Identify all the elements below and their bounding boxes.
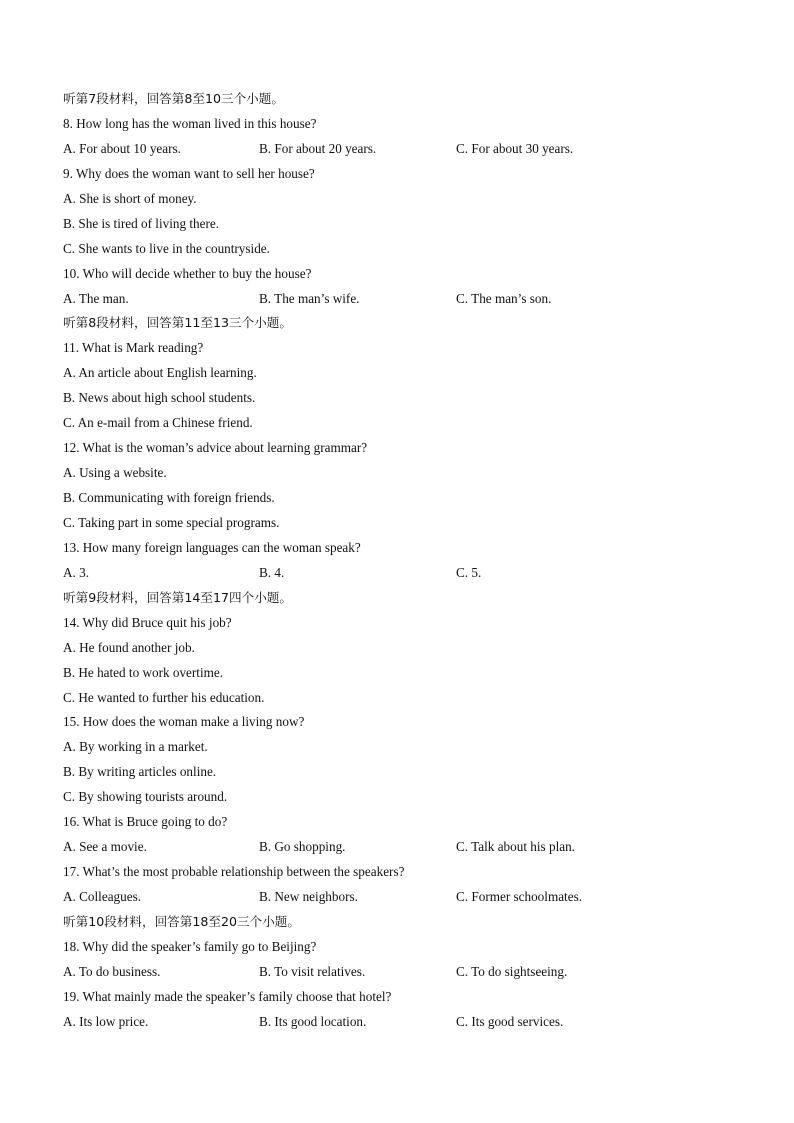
- exam-page: [63, 87, 763, 1035]
- question-text: 11. What is Mark reading?: [63, 340, 204, 356]
- answer-option: A. Its low price.: [63, 1013, 149, 1029]
- answer-option: A. For about 10 years.: [63, 140, 181, 156]
- answer-option: A. Using a website.: [63, 465, 167, 481]
- answer-option: C. Former schoolmates.: [456, 889, 582, 904]
- question-text: 10. Who will decide whether to buy the house?: [63, 265, 312, 281]
- answer-option: A. To do business.: [63, 963, 161, 979]
- section-instruction: 听第7段材料，回答第8至10三个小题。: [63, 91, 284, 106]
- answer-option: B. She is tired of living there.: [63, 215, 220, 231]
- answer-option: C. Its good services.: [456, 1013, 564, 1029]
- answer-option: C. For about 30 years.: [456, 140, 574, 156]
- options-row: [63, 1010, 763, 1035]
- answer-option: B. He hated to work overtime.: [63, 664, 224, 680]
- answer-option: B. 4.: [259, 564, 285, 580]
- answer-option: A. Colleagues.: [63, 889, 142, 904]
- question-text: 17. What’s the most probable relationship between the speakers?: [63, 864, 405, 880]
- question-text: 18. Why did the speaker’s family go to Beijing?: [63, 938, 317, 954]
- question-text: 15. How does the woman make a living now?: [63, 714, 305, 730]
- answer-option: B. Its good location.: [259, 1013, 367, 1029]
- answer-option: C. The man’s son.: [456, 290, 552, 306]
- answer-option: C. An e-mail from a Chinese friend.: [63, 415, 253, 431]
- options-row: [63, 561, 763, 586]
- answer-option: B. The man’s wife.: [259, 290, 360, 306]
- question-text: 14. Why did Bruce quit his job?: [63, 614, 232, 630]
- answer-option: C. She wants to live in the countryside.: [63, 240, 270, 256]
- answer-option: B. To visit relatives.: [259, 963, 366, 979]
- section-instruction: 听第8段材料，回答第11至13三个小题。: [63, 315, 292, 331]
- answer-option: C. Talk about his plan.: [456, 839, 575, 855]
- answer-option: B. Go shopping.: [259, 839, 346, 855]
- answer-option: A. An article about English learning.: [63, 365, 257, 381]
- question-text: 9. Why does the woman want to sell her house?: [63, 165, 315, 181]
- answer-option: C. By showing tourists around.: [63, 789, 228, 805]
- question-text: 12. What is the woman’s advice about learning grammar?: [63, 440, 368, 456]
- section-instruction: 听第9段材料，回答第14至17四个小题。: [63, 589, 292, 605]
- answer-option: A. She is short of money.: [63, 190, 197, 206]
- options-row: [63, 885, 763, 910]
- options-row: [63, 835, 763, 860]
- options-row: [63, 287, 763, 312]
- question-text: 8. How long has the woman lived in this house?: [63, 115, 317, 131]
- options-row: [63, 137, 763, 162]
- answer-option: C. Taking part in some special programs.: [63, 514, 280, 530]
- answer-option: B. For about 20 years.: [259, 140, 377, 156]
- answer-option: A. The man.: [63, 290, 129, 306]
- answer-option: A. By working in a market.: [63, 739, 208, 755]
- options-row: [63, 960, 763, 985]
- question-text: 19. What mainly made the speaker’s family choose that hotel?: [63, 988, 392, 1004]
- answer-option: C. 5.: [456, 564, 482, 580]
- question-text: 13. How many foreign languages can the woman speak?: [63, 539, 361, 555]
- answer-option: C. He wanted to further his education.: [63, 689, 265, 705]
- answer-option: A. 3.: [63, 564, 90, 580]
- answer-option: B. New neighbors.: [259, 889, 358, 904]
- section-instruction: 听第10段材料，回答第18至20三个小题。: [63, 913, 300, 929]
- answer-option: B. News about high school students.: [63, 390, 256, 406]
- answer-option: A. See a movie.: [63, 839, 147, 855]
- answer-option: B. By writing articles online.: [63, 764, 217, 780]
- answer-option: C. To do sightseeing.: [456, 963, 568, 979]
- answer-option: A. He found another job.: [63, 639, 195, 655]
- question-text: 16. What is Bruce going to do?: [63, 814, 228, 830]
- answer-option: B. Communicating with foreign friends.: [63, 490, 275, 505]
